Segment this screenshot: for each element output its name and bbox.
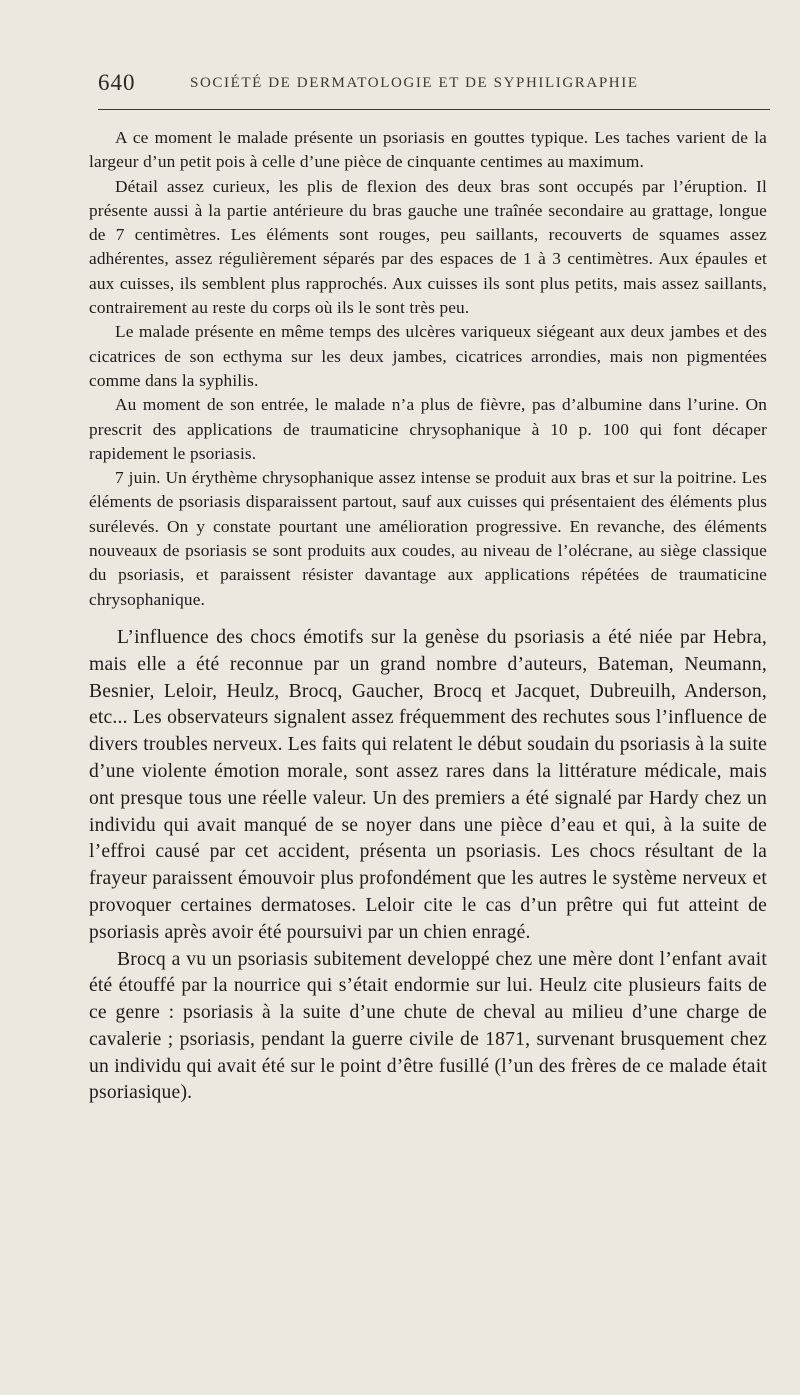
case-paragraph: Le malade présente en même temps des ulcères variqueux siégeant aux deux jambes et des cicatrices de son ecthyma sur les deux jambes, cicatrices arrondies, mais non pigmentées comme dans la syphilis. xyxy=(89,322,767,390)
case-observation xyxy=(89,126,767,612)
body-text xyxy=(89,126,767,1107)
case-paragraph: Au moment de son entrée, le malade n’a plus de fièvre, pas d’albumine dans l’urine. On prescrit des applications de traumaticine chrysophanique à 10 p. 100 qui font décaper rapidement le psoriasis. xyxy=(89,395,767,463)
discussion xyxy=(89,625,767,1107)
page-header xyxy=(98,70,770,100)
discussion-paragraph: Brocq a vu un psoriasis subitement developpé chez une mère dont l’enfant avait été étouffé par la nourrice qui s’était endormie sur lui. Heulz cite plusieurs faits de ce genre : psoriasis à la suite d’une chute de cheval au milieu d’une charge de cavalerie ; psoriasis, pendant la guerre civile de 1871, survenant brusquement chez un individu qui avait été sur le point d’être fusillé (l’un des frères de ce malade était psoriasique). xyxy=(89,948,767,1104)
case-paragraph: 7 juin. Un érythème chrysophanique assez intense se produit aux bras et sur la poitrine. Les éléments de psoriasis disparaissent partout, sauf aux cuisses qui présentaient des éléments plus surélevés. On y constate pourtant une amélioration progressive. En revanche, des éléments nouveaux de psoriasis se sont produits aux coudes, au niveau de l’olécrane, au siège classique du psoriasis, et paraissent résister davantage aux applications répétées de traumaticine chrysophanique. xyxy=(89,468,767,609)
case-paragraph: A ce moment le malade présente un psoriasis en gouttes typique. Les taches varient de la largeur d’un petit pois à celle d’une pièce de cinquante centimes au maximum. xyxy=(89,128,767,172)
page-number: 640 xyxy=(98,70,136,95)
case-paragraph: Détail assez curieux, les plis de flexion des deux bras sont occupés par l’éruption. Il présente aussi à la partie antérieure du bras gauche une traînée secondaire au grattage, longue de 7 centimètres. Les éléments sont rouges, peu saillants, recouverts de squames assez adhérentes, assez régulièrement séparés par des espaces de 1 à 3 centimètres. Aux épaules et aux cuisses, ils semblent plus rapprochés. Aux cuisses ils sont plus petits, mais assez saillants, contrairement au reste du corps où ils le sont très peu. xyxy=(89,176,767,318)
discussion-paragraph: L’influence des chocs émotifs sur la genèse du psoriasis a été niée par Hebra, mais elle a été reconnue par un grand nombre d’auteurs, Bateman, Neumann, Besnier, Leloir, Heulz, Brocq, Gaucher, Brocq et Jacquet, Dubreuilh, Anderson, etc... Les observateurs signalent assez fréquemment des rechutes sous l’influence de divers troubles nerveux. Les faits qui relatent le début soudain du psoriasis à la suite d’une violente émotion morale, sont assez rares dans la littérature médicale, mais ont presque tous une réelle valeur. Un des premiers a été signalé par Hardy chez un individu qui avait manqué de se noyer dans une pièce d’eau et qui, à la suite de l’effroi causé par cet accident, présenta un psoriasis. Les chocs résultant de la frayeur paraissent émouvoir plus profondément que les autres le système nerveux et provoquer certaines dermatoses. Leloir cite le cas d’un prêtre qui fut atteint de psoriasis après avoir été poursuivi par un chien enragé. xyxy=(89,626,767,943)
running-title: SOCIÉTÉ DE DERMATOLOGIE ET DE SYPHILIGRAPHIE xyxy=(190,75,639,91)
header-rule xyxy=(98,109,770,110)
